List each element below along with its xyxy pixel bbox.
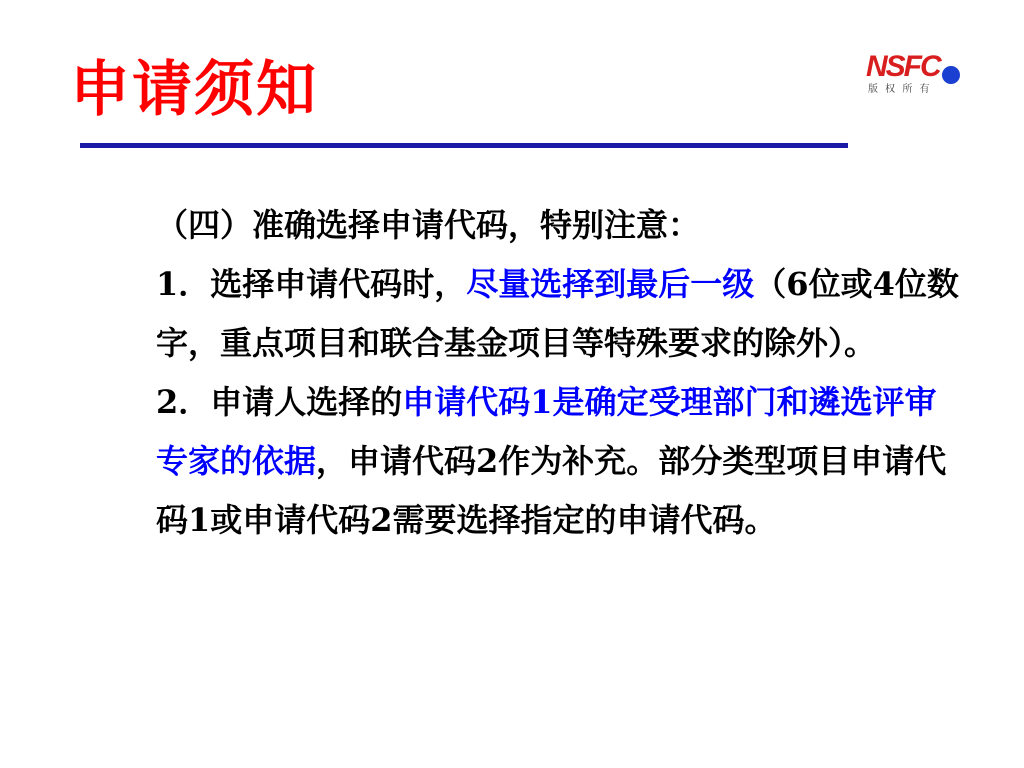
item-1 <box>92 255 962 373</box>
logo-tagline: 版 权 所 有 <box>868 84 932 95</box>
section-heading: （四）准确选择申请代码，特别注意： <box>156 206 701 244</box>
item-1-lead: 1．选择申请代码时， <box>156 265 467 303</box>
item-2 <box>92 373 962 550</box>
item-2-highlight: 申请代码1是确定受理部门和遴选评审专家的依据 <box>156 383 937 480</box>
slide-title: 申请须知 <box>70 55 318 125</box>
nsfc-logo-icon <box>866 52 962 98</box>
item-2-rest: ，申请代码2作为补充。部分类型项目申请代码1或申请代码2需要选择指定的申请代码。 <box>156 442 947 539</box>
title-underline <box>80 143 848 148</box>
item-1-rest: （6位或4位数字，重点项目和联合基金项目等特殊要求的除外）。 <box>156 265 959 362</box>
logo-mark: NSFC <box>866 50 940 83</box>
item-2-lead: 2．申请人选择的 <box>156 383 403 421</box>
item-1-highlight: 尽量选择到最后一级 <box>466 265 755 303</box>
slide-body <box>92 196 962 550</box>
logo-dot <box>942 66 960 84</box>
